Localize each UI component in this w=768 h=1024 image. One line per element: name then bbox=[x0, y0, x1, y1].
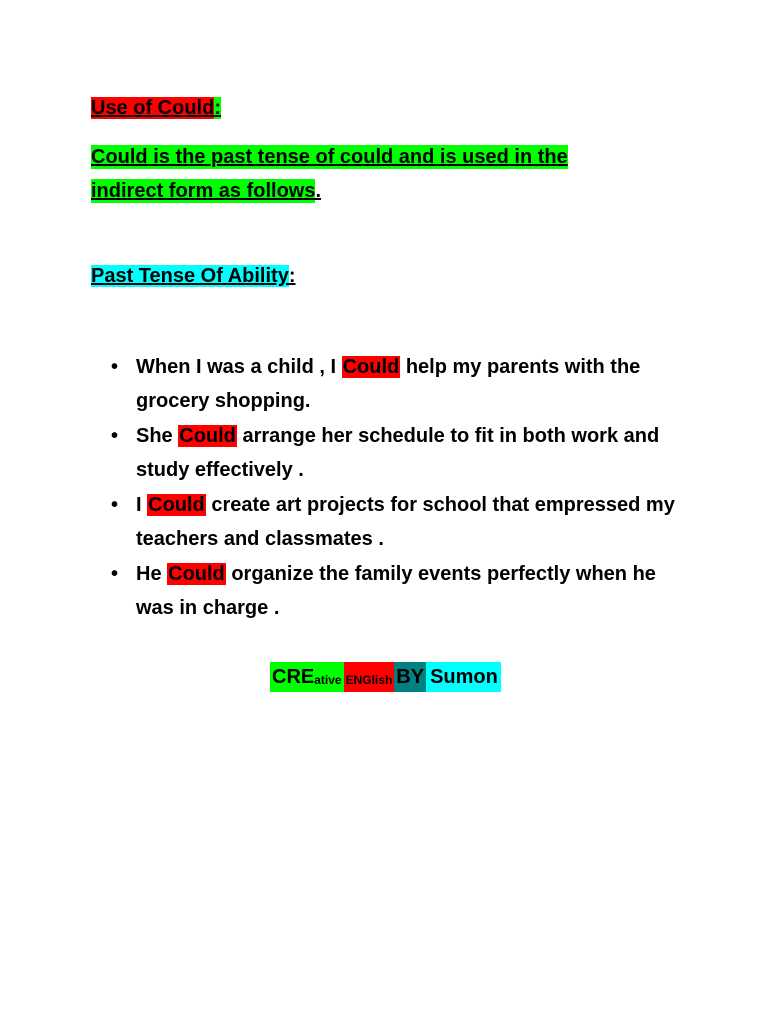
bullet-icon: • bbox=[111, 356, 119, 378]
list-item bbox=[106, 557, 686, 625]
list-item bbox=[106, 419, 686, 487]
example-list bbox=[106, 350, 686, 626]
intro-paragraph bbox=[91, 140, 631, 208]
bullet-icon: • bbox=[111, 494, 119, 516]
list-item bbox=[106, 488, 686, 556]
credit-creative bbox=[270, 662, 344, 692]
list-item bbox=[106, 350, 686, 418]
heading2-colon: : bbox=[288, 265, 296, 287]
credit-by: BY bbox=[394, 662, 426, 692]
bullet-icon: • bbox=[111, 563, 119, 585]
could-highlight: Could bbox=[342, 356, 400, 378]
item-after: organize the family events perfectly when he was in charge . bbox=[136, 563, 656, 619]
credit-english bbox=[344, 662, 395, 692]
heading1-text: Use of Could bbox=[91, 97, 215, 119]
item-before: When I was a child , I bbox=[136, 356, 342, 378]
heading-past-tense-of-ability bbox=[91, 262, 296, 290]
heading1-colon: : bbox=[214, 97, 222, 119]
heading2-text: Past Tense Of Ability bbox=[91, 265, 289, 287]
intro-text: Could is the past tense of could and is used in the indirect form as follows bbox=[91, 146, 568, 202]
item-after: help my parents with the grocery shopping. bbox=[136, 356, 641, 412]
item-after: create art projects for school that empressed my teachers and classmates . bbox=[136, 494, 675, 550]
item-before: I bbox=[136, 494, 148, 516]
intro-period: . bbox=[315, 180, 322, 202]
could-highlight: Could bbox=[179, 425, 236, 447]
bullet-icon: • bbox=[111, 425, 119, 447]
could-highlight: Could bbox=[168, 563, 225, 585]
heading-use-of-could bbox=[91, 94, 221, 122]
credit-name: Sumon bbox=[426, 662, 501, 692]
item-after: arrange her schedule to fit in both work and study effectively . bbox=[136, 425, 660, 481]
credit-eng: ENGlish bbox=[345, 672, 393, 687]
could-highlight: Could bbox=[148, 494, 205, 516]
item-before: He bbox=[136, 563, 168, 585]
item-before: She bbox=[136, 425, 179, 447]
credit-cre: CRE bbox=[272, 665, 315, 688]
credit-ative: ative bbox=[314, 672, 342, 687]
credit-line bbox=[270, 662, 501, 692]
